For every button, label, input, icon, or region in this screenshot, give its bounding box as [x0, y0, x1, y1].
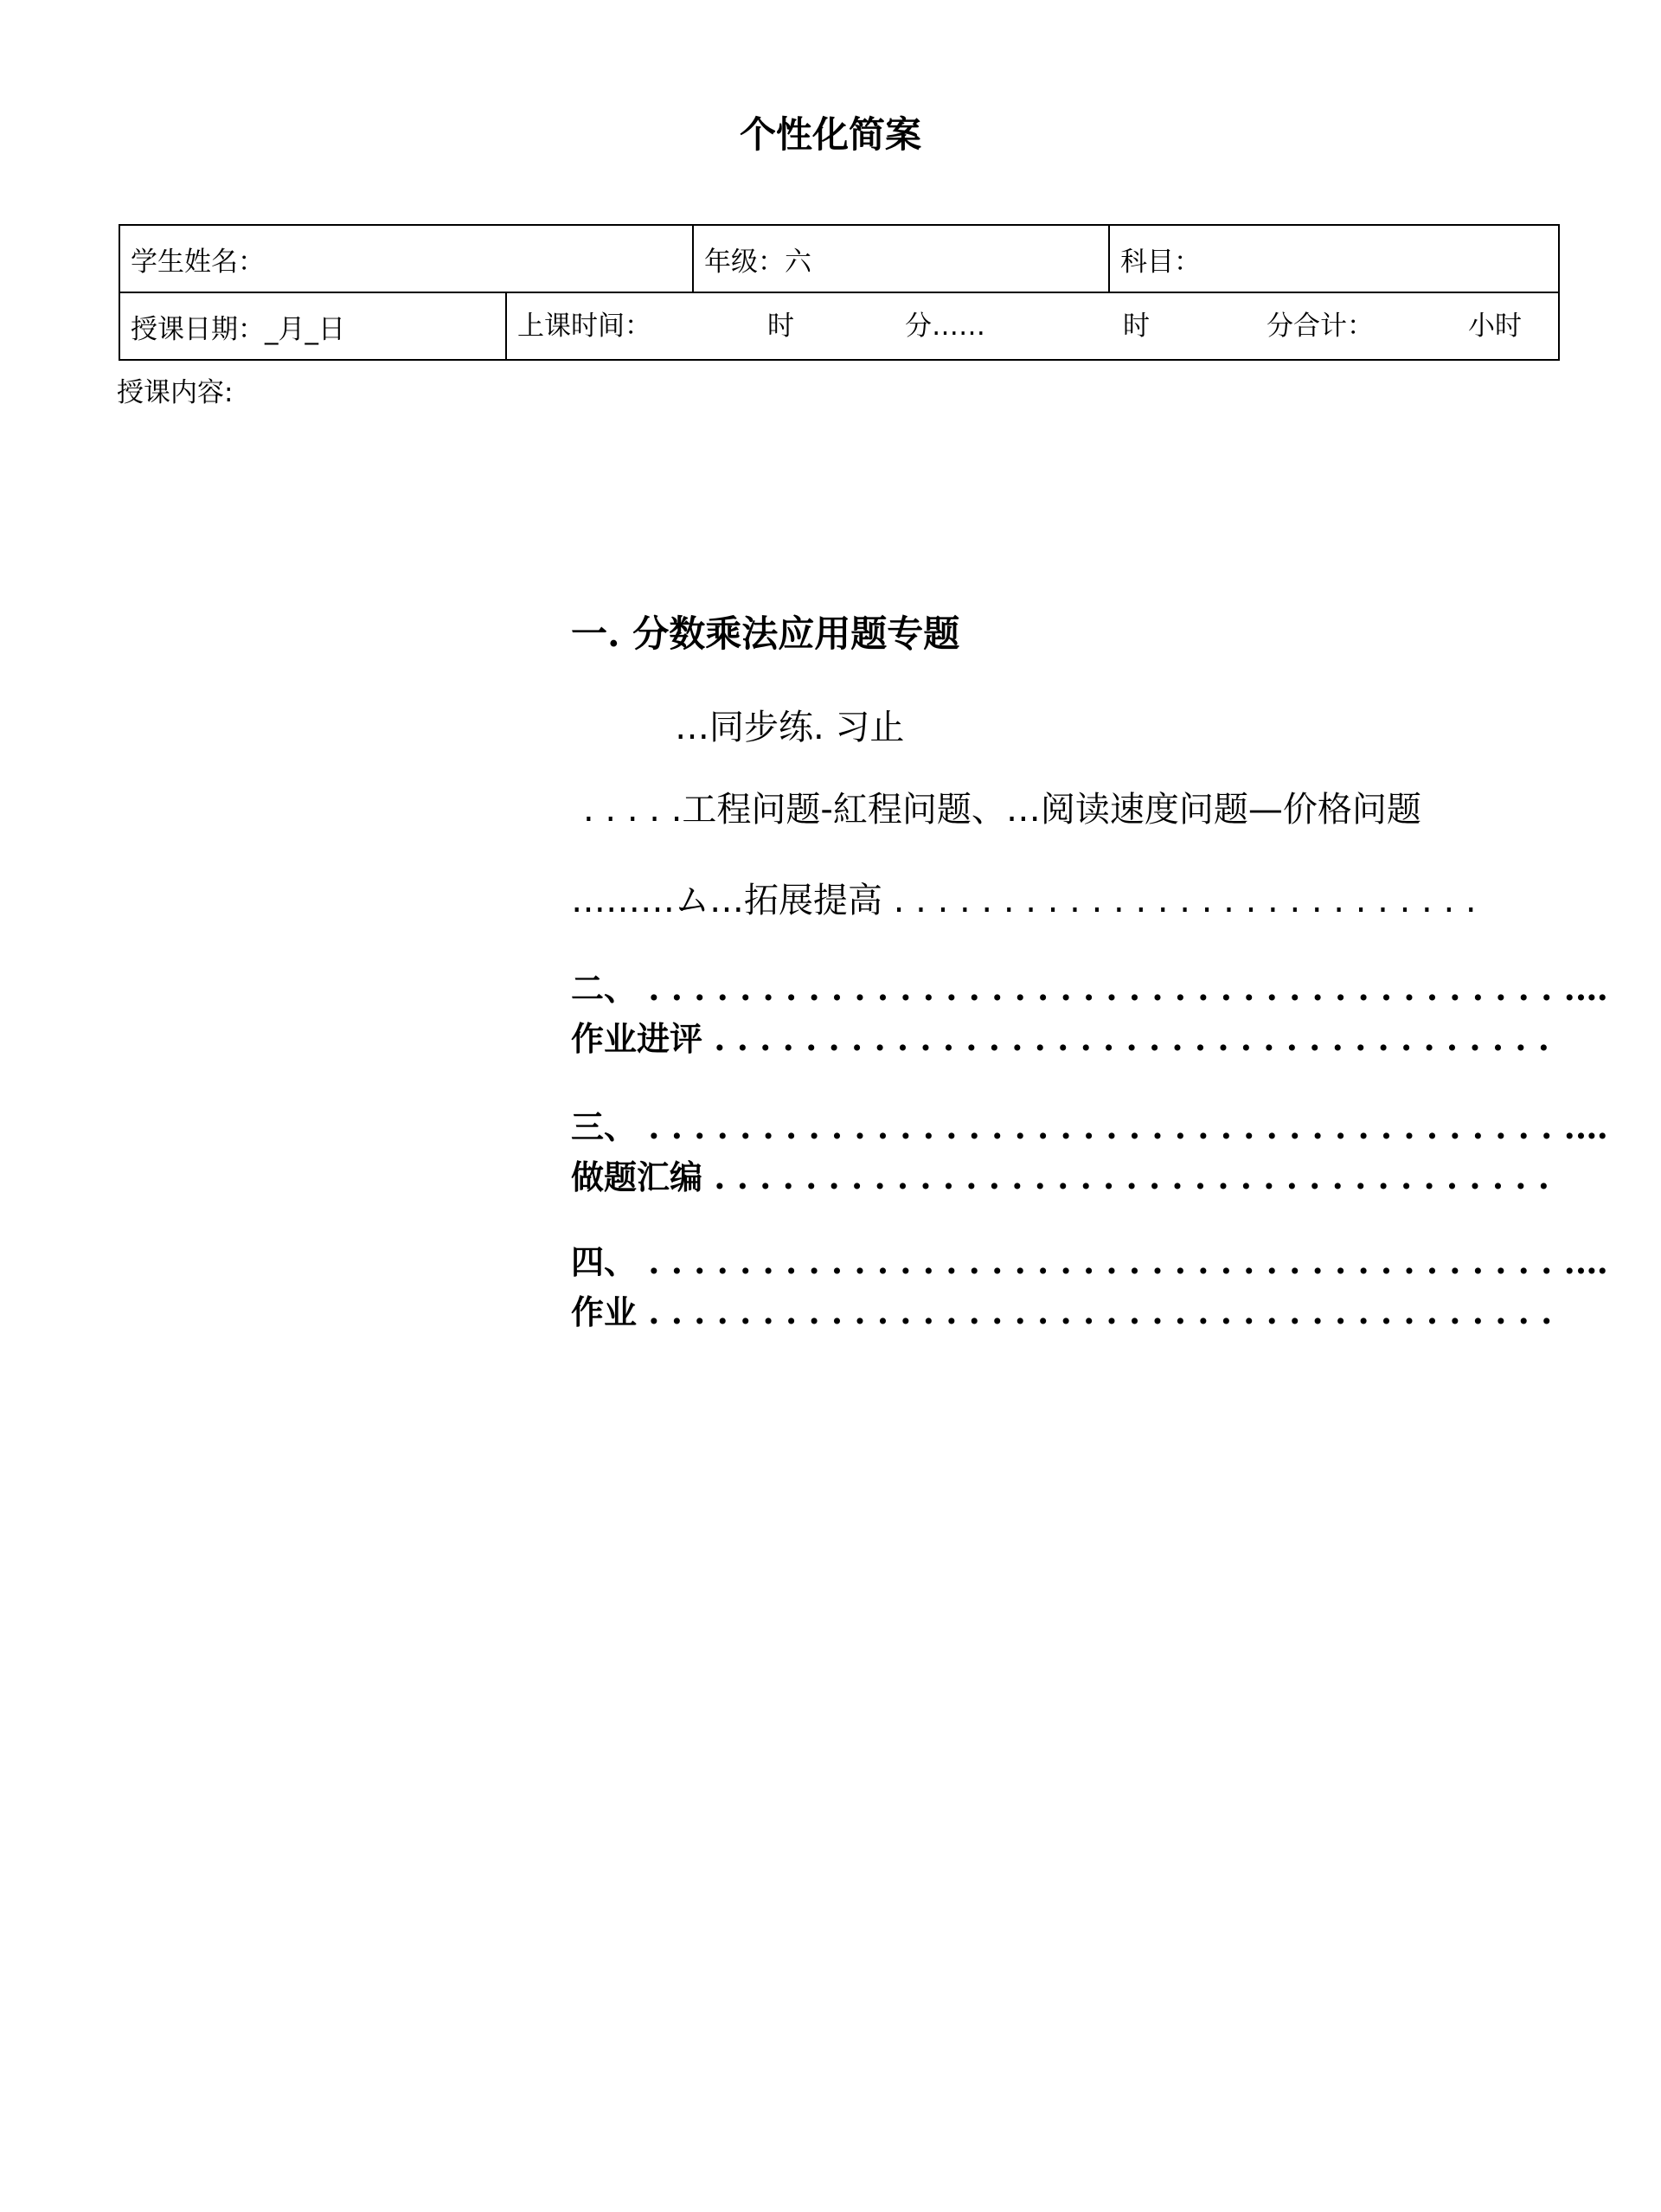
- class-time-row: [507, 293, 1558, 359]
- section-4-title: 作业 . . . . . . . . . . . . . . . . . . . . . . . . . . . . . . . . . . . . . . . .: [571, 1292, 1553, 1331]
- section-2-title: 作业进评 . . . . . . . . . . . . . . . . . . . . . . . . . . . . . . . . . . . . .: [571, 1019, 1549, 1058]
- info-row-2: [119, 292, 1559, 360]
- section-3-number: 三、 . . . . . . . . . . . . . . . . . . . . . . . . . . . . . . . . . . . . . . . . .…: [571, 1107, 1608, 1146]
- content-label: 授课内容:: [117, 377, 234, 408]
- subject-label: 科目：: [1120, 246, 1201, 278]
- date-label: 授课日期：_月_日: [131, 313, 345, 345]
- grade-label: 年级：六: [704, 246, 811, 278]
- minute-total-label: 分合计：: [1267, 311, 1374, 342]
- info-row-1: [119, 225, 1559, 292]
- student-name-label: 学生姓名：: [131, 246, 265, 278]
- section-4-number: 四、 . . . . . . . . . . . . . . . . . . . . . . . . . . . . . . . . . . . . . . . . .…: [571, 1242, 1608, 1281]
- minute-start-label: 分……: [905, 311, 985, 342]
- class-time-cell: [506, 292, 1559, 360]
- class-time-label: 上课时间：: [517, 311, 651, 342]
- hours-unit-label: 小时: [1468, 311, 1522, 342]
- page-title: 个性化简案: [739, 113, 921, 156]
- section-3-title: 做题汇编 . . . . . . . . . . . . . . . . . . . . . . . . . . . . . . . . . . . . .: [571, 1157, 1549, 1196]
- student-name-cell: [119, 225, 693, 292]
- date-cell: [119, 292, 506, 360]
- hour-start-label: 时: [767, 311, 794, 342]
- subject-cell: [1109, 225, 1559, 292]
- section-2-number: 二、 . . . . . . . . . . . . . . . . . . . . . . . . . . . . . . . . . . . . . . . . .…: [571, 969, 1608, 1008]
- outline-item-extension: ………ム…拓展提高 . . . . . . . . . . . . . . . . . . . . . . . . . . .: [571, 881, 1477, 920]
- outline-item-sync-practice: …同步练. 习止: [675, 708, 905, 747]
- hour-end-label: 时: [1123, 311, 1150, 342]
- section-1-heading: 一. 分数乘法应用题专题: [571, 612, 960, 655]
- grade-cell: [693, 225, 1109, 292]
- outline-item-problem-types: . . . . .工程问题-紅程问题、…阅读速度问题—价格问题: [583, 790, 1421, 830]
- info-table: [119, 224, 1560, 361]
